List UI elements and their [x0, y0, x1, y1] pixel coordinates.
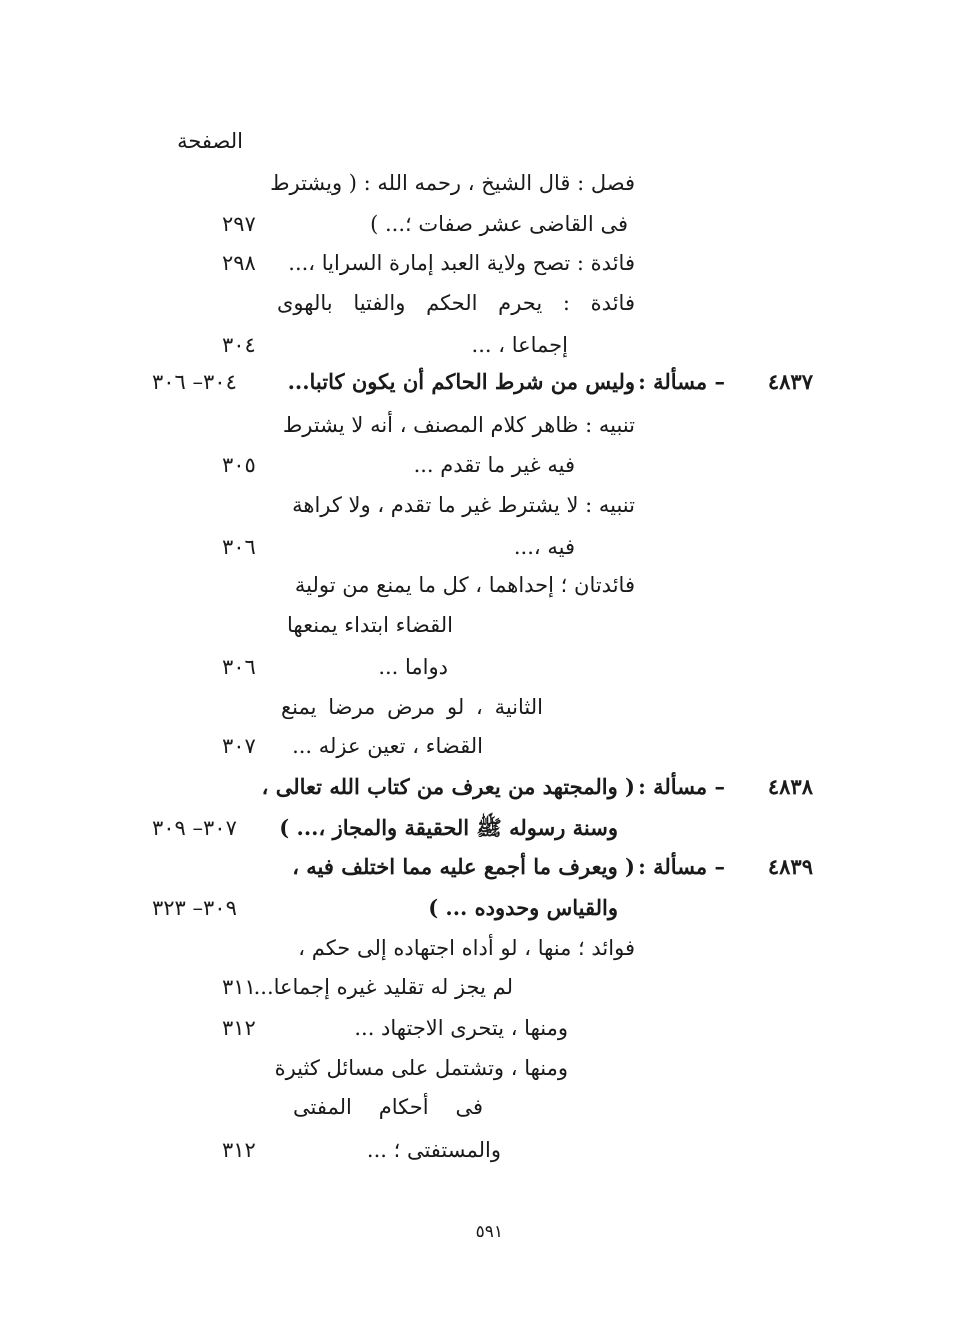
entry-line: إجماعا ، ... [471, 333, 568, 357]
entry-line: فوائد ؛ منها ، لو أداه اجتهاده إلى حكم ، [298, 936, 635, 960]
entry-line: فى أحكام المفتى [293, 1095, 483, 1119]
entry-line: ومنها ، وتشتمل على مسائل كثيرة [274, 1056, 568, 1080]
entry-line: تنبيه : لا يشترط غير ما تقدم ، ولا كراهة [292, 493, 635, 517]
entry-line: لم يجز له تقليد غيره إجماعا... [253, 975, 513, 999]
masala-number: ٤٨٣٩ [767, 854, 813, 879]
page-ref: ٢٩٨ [222, 251, 256, 275]
page-ref: ٣٠٦ [222, 535, 256, 559]
page-ref: ٣٠٤ [222, 333, 256, 357]
masala-title: ( والمجتهد من يعرف من كتاب الله تعالى ، [261, 774, 635, 799]
entry-line: القضاء ، تعين عزله ... [292, 734, 483, 758]
masala-title: وسنة رسوله ﷺ الحقيقة والمجاز ،... ) [279, 815, 618, 840]
entry-line: تنبيه : ظاهر كلام المصنف ، أنه لا يشترط [282, 413, 635, 437]
entry-line: فائدة : تصح ولاية العبد إمارة السرايا ،... [288, 251, 635, 275]
page-ref: ٣٠٤– ٣٠٦ [152, 370, 237, 394]
page-number: ٥٩١ [475, 1222, 503, 1242]
page-ref: ٣٠٥ [222, 453, 256, 477]
entry-line: الثانية ، لو مرض مرضا يمنع [281, 695, 543, 719]
page-ref: ٣٠٧ [222, 734, 256, 758]
entry-line: فى القاضى عشر صفات ؛... ) [370, 212, 628, 236]
masala-title: ( ويعرف ما أجمع عليه مما اختلف فيه ، [292, 854, 635, 879]
entry-line: فائدتان ؛ إحداهما ، كل ما يمنع من تولية [294, 573, 635, 597]
page-ref: ٣١٢ [222, 1138, 256, 1162]
page-ref: ٣٠٧– ٣٠٩ [152, 816, 237, 840]
entry-line: فيه غير ما تقدم ... [413, 453, 575, 477]
page-ref: ٣١١ [222, 975, 256, 999]
page-ref: ٣٠٦ [222, 655, 256, 679]
masala-label: – مسألة : [638, 854, 725, 879]
masala-number: ٤٨٣٧ [767, 369, 813, 394]
entry-line: والمستفتى ؛ ... [366, 1138, 501, 1162]
entry-line: القضاء ابتداء يمنعها [287, 613, 453, 637]
entry-line: فائدة : يحرم الحكم والفتيا بالهوى [277, 291, 635, 315]
entry-line: فيه ،... [513, 535, 575, 559]
page-ref: ٣٠٩– ٣٢٣ [152, 896, 237, 920]
entry-line: دواما ... [378, 655, 448, 679]
masala-title: وليس من شرط الحاكم أن يكون كاتبا... [287, 369, 635, 394]
masala-title: والقياس وحدوده ... ) [428, 895, 618, 920]
entry-line: فصل : قال الشيخ ، رحمه الله : ( ويشترط [270, 171, 635, 195]
masala-number: ٤٨٣٨ [767, 774, 813, 799]
masala-label: – مسألة : [638, 774, 725, 799]
page-column-header: الصفحة [177, 129, 243, 153]
entry-line: ومنها ، يتحرى الاجتهاد ... [354, 1016, 568, 1040]
masala-label: – مسألة : [638, 369, 725, 394]
page-ref: ٣١٢ [222, 1016, 256, 1040]
page-ref: ٢٩٧ [222, 212, 256, 236]
